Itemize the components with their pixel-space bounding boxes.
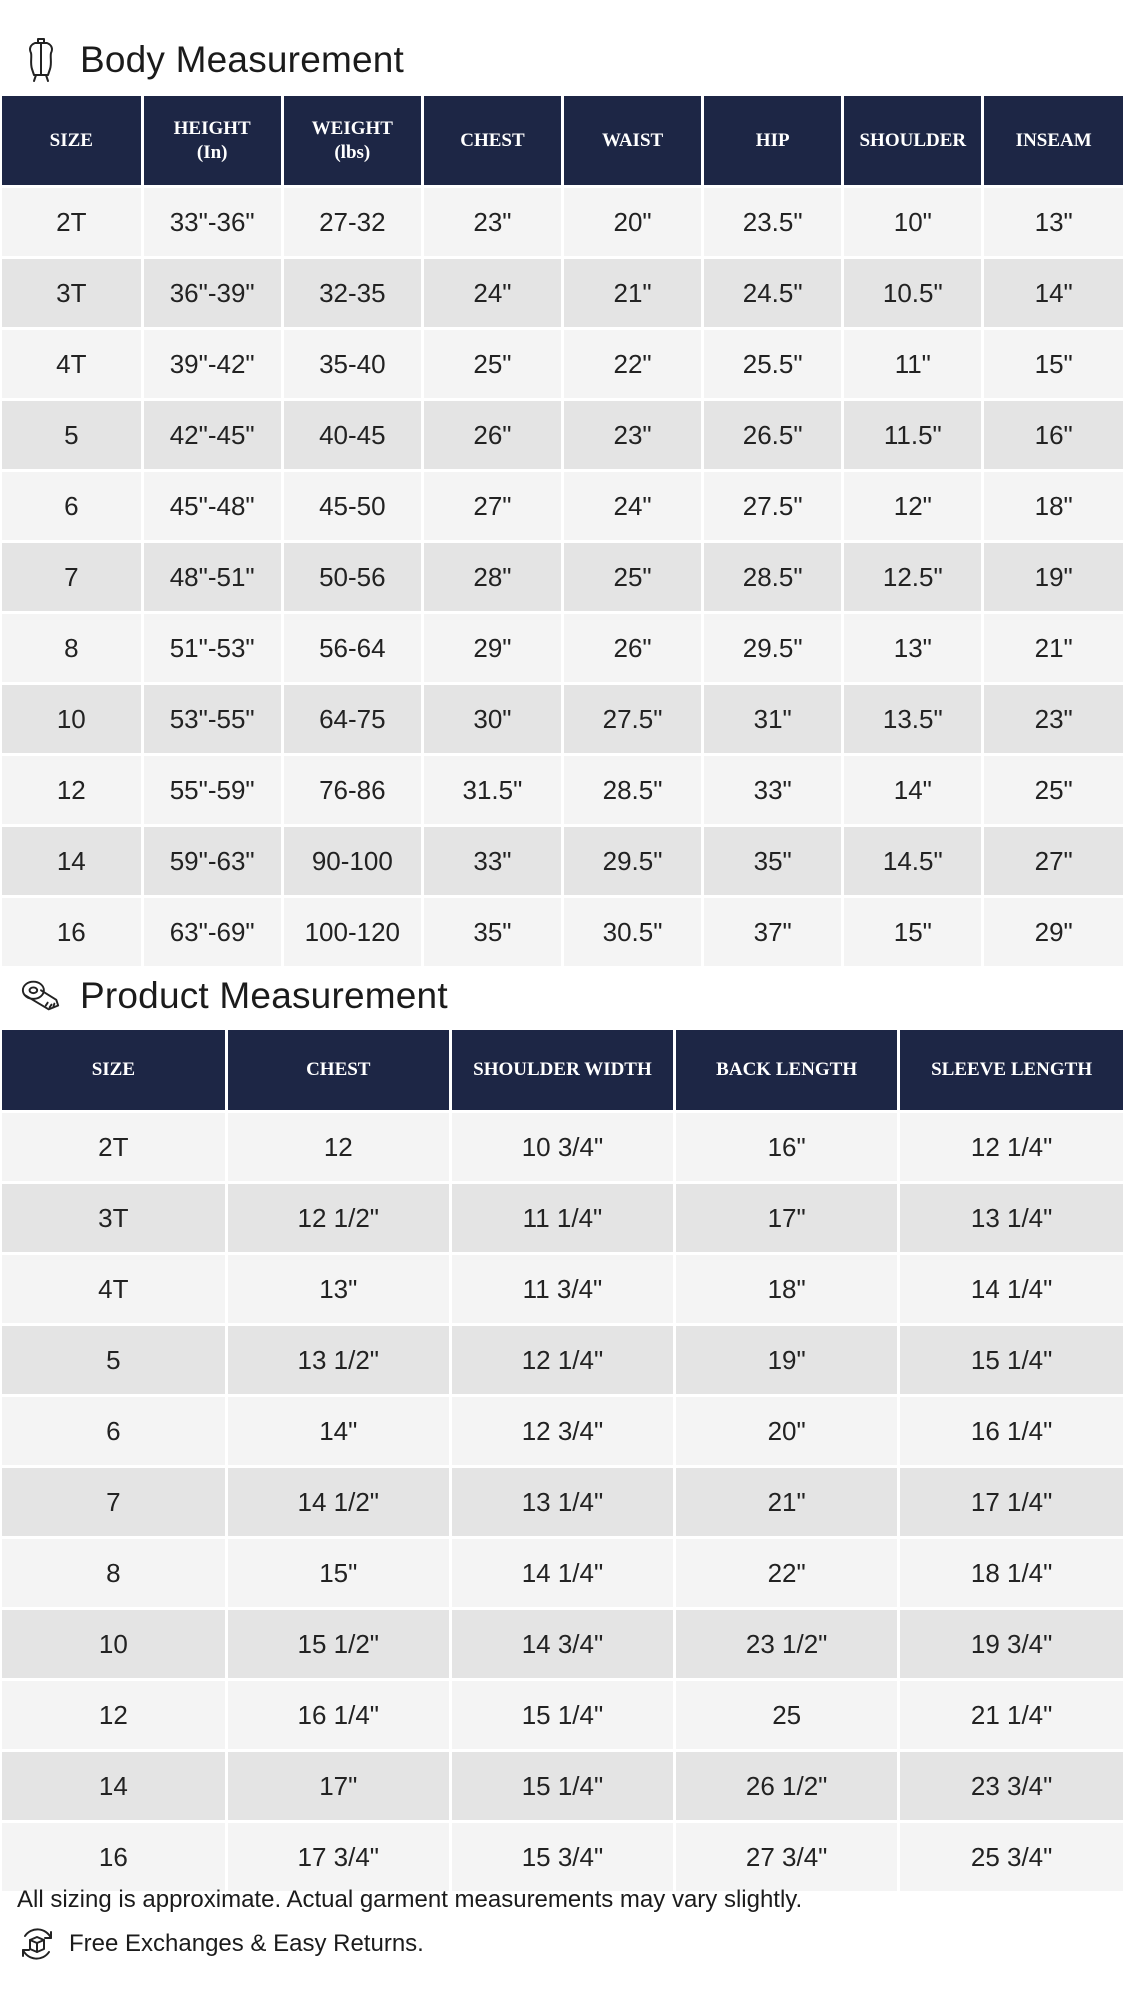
column-header [422,96,562,187]
column-header-label: SHOULDER WIDTH [473,1059,652,1080]
table-cell: 11 3/4" [450,1254,674,1325]
table-cell: 11.5" [843,400,983,471]
table-cell: 19" [675,1325,899,1396]
table-cell: 28.5" [703,542,843,613]
table-cell: 12 1/2" [226,1183,450,1254]
table-cell: 27" [983,826,1123,897]
table-cell: 17 3/4" [226,1822,450,1892]
table-cell: 45"-48" [142,471,282,542]
table-cell: 22" [563,329,703,400]
table-cell: 28" [422,542,562,613]
size-cell: 2T [2,1112,226,1183]
table-cell: 27.5" [563,684,703,755]
table-cell: 27-32 [282,187,422,258]
column-header-label: INSEAM [1015,129,1092,151]
table-cell: 15 1/2" [226,1609,450,1680]
table-cell: 39"-42" [142,329,282,400]
table-row [2,1254,1123,1325]
table-cell: 24.5" [703,258,843,329]
table-header-row [2,96,1123,187]
returns-label: Free Exchanges & Easy Returns. [69,1930,424,1957]
table-header-row [2,1030,1123,1112]
column-header-label: HIP [755,129,790,151]
table-cell: 27.5" [703,471,843,542]
table-row [2,1112,1123,1183]
product-measurement-heading: Product Measurement [80,975,448,1016]
table-cell: 10.5" [843,258,983,329]
table-cell: 18 1/4" [899,1538,1123,1609]
table-cell: 50-56 [282,542,422,613]
table-cell: 13" [843,613,983,684]
column-header-label: WEIGHT [311,117,393,139]
table-cell: 29" [422,613,562,684]
table-cell: 12 1/4" [450,1325,674,1396]
table-cell: 10" [843,187,983,258]
table-cell: 24" [563,471,703,542]
table-cell: 26.5" [703,400,843,471]
size-cell: 10 [2,684,142,755]
table-cell: 15 3/4" [450,1822,674,1892]
size-cell: 7 [2,1467,226,1538]
table-cell: 59"-63" [142,826,282,897]
table-row [2,187,1123,258]
sizing-note: All sizing is approximate. Actual garment measurements may vary slightly. [17,1886,803,1913]
table-cell: 48"-51" [142,542,282,613]
column-header-label: (In) [196,141,228,163]
returns-info [17,1922,424,1966]
body-measurement-heading: Body Measurement [80,39,405,80]
table-row [2,400,1123,471]
table-cell: 25" [983,755,1123,826]
table-cell: 13 1/2" [226,1325,450,1396]
size-cell: 5 [2,1325,226,1396]
table-cell: 20" [675,1396,899,1467]
column-header [703,96,843,187]
table-cell: 36"-39" [142,258,282,329]
table-cell: 55"-59" [142,755,282,826]
table-cell: 53"-55" [142,684,282,755]
column-header [450,1030,674,1112]
table-cell: 21" [983,613,1123,684]
table-cell: 45-50 [282,471,422,542]
body-measurement-title [0,34,404,86]
table-cell: 24" [422,258,562,329]
dress-form-icon [20,34,62,86]
table-cell: 26 1/2" [675,1751,899,1822]
column-header [563,96,703,187]
table-cell: 16" [983,400,1123,471]
table-cell: 76-86 [282,755,422,826]
column-header-label: CHEST [460,129,525,151]
size-cell: 8 [2,1538,226,1609]
size-cell: 4T [2,329,142,400]
column-header-label: BACK LENGTH [716,1059,858,1080]
table-cell: 33" [422,826,562,897]
table-cell: 12 1/4" [899,1112,1123,1183]
table-cell: 12 3/4" [450,1396,674,1467]
product-measurement-title [0,970,448,1022]
column-header-label: WAIST [601,129,664,151]
column-header-label: SLEEVE LENGTH [931,1059,1093,1080]
table-row [2,684,1123,755]
table-cell: 21 1/4" [899,1680,1123,1751]
table-cell: 15" [843,897,983,967]
table-row [2,329,1123,400]
table-cell: 32-35 [282,258,422,329]
body-measurement-table [2,96,1123,966]
table-cell: 35" [422,897,562,967]
table-row [2,1680,1123,1751]
table-cell: 15 1/4" [450,1751,674,1822]
size-cell: 3T [2,1183,226,1254]
table-cell: 13 1/4" [450,1467,674,1538]
table-cell: 21" [563,258,703,329]
table-cell: 25" [422,329,562,400]
table-cell: 90-100 [282,826,422,897]
table-cell: 22" [675,1538,899,1609]
table-cell: 14 3/4" [450,1609,674,1680]
table-cell: 23" [422,187,562,258]
table-row [2,542,1123,613]
table-cell: 63"-69" [142,897,282,967]
table-cell: 26" [563,613,703,684]
table-row [2,258,1123,329]
table-cell: 13.5" [843,684,983,755]
table-cell: 23.5" [703,187,843,258]
table-cell: 14 1/4" [450,1538,674,1609]
table-cell: 42"-45" [142,400,282,471]
table-cell: 16 1/4" [899,1396,1123,1467]
table-cell: 51"-53" [142,613,282,684]
column-header [142,96,282,187]
size-cell: 7 [2,542,142,613]
table-cell: 23 3/4" [899,1751,1123,1822]
column-header [899,1030,1123,1112]
table-cell: 31" [703,684,843,755]
table-cell: 29.5" [703,613,843,684]
table-cell: 15" [226,1538,450,1609]
column-header [2,1030,226,1112]
measuring-tape-icon [20,970,62,1022]
table-cell: 29.5" [563,826,703,897]
table-cell: 12" [843,471,983,542]
column-header [675,1030,899,1112]
table-cell: 31.5" [422,755,562,826]
table-cell: 17" [675,1183,899,1254]
box-return-icon [17,1924,57,1964]
table-cell: 23" [983,684,1123,755]
table-cell: 37" [703,897,843,967]
table-row [2,1183,1123,1254]
table-cell: 64-75 [282,684,422,755]
table-cell: 16" [675,1112,899,1183]
table-cell: 29" [983,897,1123,967]
column-header [983,96,1123,187]
size-cell: 5 [2,400,142,471]
table-row [2,1396,1123,1467]
table-cell: 18" [675,1254,899,1325]
size-cell: 8 [2,613,142,684]
table-cell: 13 1/4" [899,1183,1123,1254]
table-row [2,1538,1123,1609]
table-cell: 14" [843,755,983,826]
table-cell: 17" [226,1751,450,1822]
column-header-label: SIZE [91,1059,135,1080]
table-cell: 23 1/2" [675,1609,899,1680]
table-cell: 12.5" [843,542,983,613]
table-row [2,1751,1123,1822]
column-header-label: SHOULDER [859,129,967,151]
table-cell: 25 [675,1680,899,1751]
table-cell: 13" [226,1254,450,1325]
column-header-label: CHEST [306,1059,371,1080]
table-cell: 21" [675,1467,899,1538]
table-cell: 28.5" [563,755,703,826]
table-cell: 18" [983,471,1123,542]
table-cell: 30" [422,684,562,755]
column-header [282,96,422,187]
product-measurement-table [2,1030,1123,1891]
table-cell: 56-64 [282,613,422,684]
size-cell: 12 [2,755,142,826]
table-cell: 100-120 [282,897,422,967]
size-cell: 4T [2,1254,226,1325]
table-cell: 15 1/4" [899,1325,1123,1396]
size-cell: 14 [2,1751,226,1822]
size-cell: 10 [2,1609,226,1680]
column-header [843,96,983,187]
table-row [2,1325,1123,1396]
table-cell: 19 3/4" [899,1609,1123,1680]
size-cell: 12 [2,1680,226,1751]
table-row [2,897,1123,967]
table-cell: 17 1/4" [899,1467,1123,1538]
column-header-label: SIZE [49,129,93,151]
table-row [2,613,1123,684]
table-cell: 13" [983,187,1123,258]
table-cell: 14 1/4" [899,1254,1123,1325]
table-cell: 15" [983,329,1123,400]
table-cell: 35-40 [282,329,422,400]
column-header-label: HEIGHT [173,117,251,139]
table-cell: 40-45 [282,400,422,471]
table-cell: 33"-36" [142,187,282,258]
table-cell: 10 3/4" [450,1112,674,1183]
table-row [2,1467,1123,1538]
column-header [2,96,142,187]
table-cell: 33" [703,755,843,826]
table-cell: 20" [563,187,703,258]
table-cell: 23" [563,400,703,471]
table-row [2,1822,1123,1892]
table-cell: 14" [983,258,1123,329]
size-cell: 6 [2,1396,226,1467]
column-header-label: (lbs) [334,141,371,163]
size-cell: 2T [2,187,142,258]
table-cell: 25" [563,542,703,613]
size-cell: 16 [2,1822,226,1892]
table-cell: 16 1/4" [226,1680,450,1751]
table-row [2,755,1123,826]
table-row [2,471,1123,542]
table-cell: 27 3/4" [675,1822,899,1892]
table-cell: 19" [983,542,1123,613]
column-header [226,1030,450,1112]
table-cell: 25.5" [703,329,843,400]
table-cell: 30.5" [563,897,703,967]
table-cell: 25 3/4" [899,1822,1123,1892]
table-cell: 35" [703,826,843,897]
table-cell: 14.5" [843,826,983,897]
table-cell: 14 1/2" [226,1467,450,1538]
table-cell: 27" [422,471,562,542]
table-cell: 26" [422,400,562,471]
table-cell: 14" [226,1396,450,1467]
table-cell: 15 1/4" [450,1680,674,1751]
size-cell: 14 [2,826,142,897]
size-cell: 3T [2,258,142,329]
table-row [2,826,1123,897]
size-cell: 16 [2,897,142,967]
table-cell: 11" [843,329,983,400]
table-row [2,1609,1123,1680]
table-cell: 12 [226,1112,450,1183]
size-cell: 6 [2,471,142,542]
table-cell: 11 1/4" [450,1183,674,1254]
